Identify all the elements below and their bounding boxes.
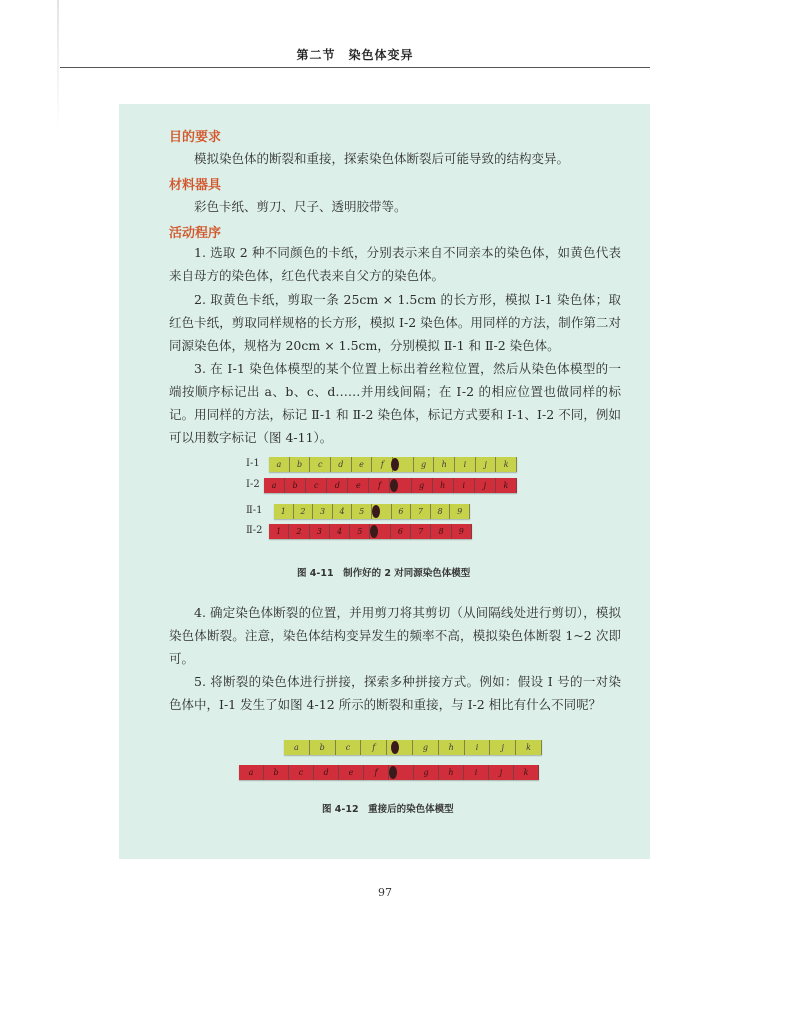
- step-5: 5. 将断裂的染色体进行拼接，探索多种拼接方式。例如：假设 Ⅰ 号的一对染色体中，Ⅰ-1 发生了如图 4-12 所示的断裂和重接，与 Ⅰ-2 相比有什么不同呢？: [169, 674, 621, 712]
- running-header: 第二节 染色体变异: [296, 48, 414, 62]
- gene-cell: h: [433, 478, 454, 493]
- header-rule: [60, 67, 650, 68]
- gene-cell: g: [414, 765, 439, 780]
- figure-4-11-caption: 图 4-11 制作好的 2 对同源染色体模型: [297, 568, 471, 579]
- gene-cell: 6: [392, 504, 412, 519]
- gene-cell: c: [336, 740, 362, 755]
- gene-cell: k: [516, 740, 542, 755]
- step-2: 2. 取黄色卡纸，剪取一条 25cm × 1.5cm 的长方形，模拟 Ⅰ-1 染色体；取红色卡纸，剪取同样规格的长方形，模拟 Ⅰ-2 染色体。用同样的方法，制作第二对同源染色体，规格为 20cm × 1.5cm，分别模拟 Ⅱ-1 和 Ⅱ-2 染色体。: [169, 292, 621, 353]
- chromosome-strip-II-2: [269, 524, 472, 539]
- centromere-dot: [391, 458, 399, 471]
- gene-cell: b: [285, 478, 306, 493]
- gene-cell: f: [364, 765, 389, 780]
- gene-cell: i: [455, 457, 476, 472]
- gene-cell: b: [290, 457, 311, 472]
- gene-cell: 8: [431, 524, 451, 539]
- centromere-dot: [391, 741, 399, 754]
- gene-cell: 9: [452, 524, 472, 539]
- gene-cell: g: [413, 740, 439, 755]
- gene-cell: i: [464, 765, 489, 780]
- chromosome-strip-II-1: [274, 504, 470, 519]
- gene-cell: 7: [411, 524, 431, 539]
- gene-cell: 3: [310, 524, 330, 539]
- gene-cell: e: [348, 478, 369, 493]
- gene-cell: 2: [294, 504, 314, 519]
- gene-cell: f: [372, 457, 393, 472]
- gene-cell: 1: [269, 524, 289, 539]
- gene-cell: 5: [350, 524, 370, 539]
- gene-cell: 8: [431, 504, 451, 519]
- chromosome-I-2: [239, 765, 539, 780]
- rejoined-chromosome-I-1: [284, 740, 542, 755]
- gene-cell: 5: [352, 504, 372, 519]
- gene-cell: 1: [274, 504, 294, 519]
- figure-4-12-caption: 图 4-12 重接后的染色体模型: [322, 804, 454, 815]
- page-spine-shadow: [57, 0, 59, 130]
- gene-cell: d: [327, 478, 348, 493]
- gene-cell: k: [514, 765, 539, 780]
- gene-cell: e: [352, 457, 373, 472]
- procedure-heading: 活动程序: [169, 226, 222, 241]
- row-label-I-1: Ⅰ-1: [246, 458, 260, 469]
- gene-cell: f: [361, 740, 387, 755]
- centromere-dot: [389, 766, 397, 779]
- row-label-II-2: Ⅱ-2: [246, 525, 263, 536]
- purpose-text: 模拟染色体的断裂和重接，探索染色体断裂后可能导致的结构变异。: [194, 151, 570, 166]
- materials-heading: 材料器具: [169, 178, 222, 193]
- gene-cell: a: [284, 740, 310, 755]
- gene-cell: 4: [333, 504, 353, 519]
- gene-cell: 7: [411, 504, 431, 519]
- gene-cell: j: [475, 478, 496, 493]
- gene-cell: i: [465, 740, 491, 755]
- gene-cell: d: [314, 765, 339, 780]
- gene-cell: a: [269, 457, 290, 472]
- centromere-dot: [390, 479, 398, 492]
- step-4: 4. 确定染色体断裂的位置，并用剪刀将其剪切（从间隔线处进行剪切），模拟染色体断裂。注意，染色体结构变异发生的频率不高，模拟染色体断裂 1~2 次即可。: [169, 605, 621, 666]
- gene-cell: c: [306, 478, 327, 493]
- gene-cell: a: [239, 765, 264, 780]
- gene-cell: 2: [289, 524, 309, 539]
- centromere-dot: [372, 505, 380, 518]
- gene-cell: i: [454, 478, 475, 493]
- gene-cell: g: [414, 457, 435, 472]
- chromosome-strip-I-2: [264, 478, 517, 493]
- gene-cell: h: [439, 765, 464, 780]
- gene-cell: e: [339, 765, 364, 780]
- centromere-dot: [370, 525, 378, 538]
- step-3: 3. 在 Ⅰ-1 染色体模型的某个位置上标出着丝粒位置，然后从染色体模型的一端按顺序标记出 a、b、c、d……并用线间隔；在 Ⅰ-2 的相应位置也做同样的标记。用同样的方法，标记 Ⅱ-1 和 Ⅱ-2 染色体，标记方式要和 Ⅰ-1、Ⅰ-2 不同，例如可以用数字标记（图 4-11）。: [169, 361, 621, 445]
- materials-text: 彩色卡纸、剪刀、尺子、透明胶带等。: [194, 199, 407, 214]
- gene-cell: b: [310, 740, 336, 755]
- gene-cell: 6: [391, 524, 411, 539]
- gene-cell: j: [476, 457, 497, 472]
- gene-cell: k: [496, 457, 517, 472]
- activity-panel: [119, 104, 650, 859]
- page-number: 97: [378, 886, 392, 899]
- gene-cell: c: [289, 765, 314, 780]
- gene-cell: 3: [313, 504, 333, 519]
- gene-cell: j: [490, 740, 516, 755]
- purpose-heading: 目的要求: [169, 130, 222, 145]
- gene-cell: h: [434, 457, 455, 472]
- gene-cell: g: [412, 478, 433, 493]
- chromosome-strip-I-1: [269, 457, 517, 472]
- gene-cell: c: [310, 457, 331, 472]
- gene-cell: f: [369, 478, 390, 493]
- gene-cell: 9: [450, 504, 470, 519]
- gene-cell: a: [264, 478, 285, 493]
- gene-cell: j: [489, 765, 514, 780]
- gene-cell: b: [264, 765, 289, 780]
- row-label-II-1: Ⅱ-1: [246, 505, 263, 516]
- gene-cell: h: [439, 740, 465, 755]
- step-1: 1. 选取 2 种不同颜色的卡纸，分别表示来自不同亲本的染色体，如黄色代表来自母方的染色体，红色代表来自父方的染色体。: [169, 245, 621, 283]
- gene-cell: k: [496, 478, 517, 493]
- gene-cell: d: [331, 457, 352, 472]
- gene-cell: 4: [330, 524, 350, 539]
- row-label-I-2: Ⅰ-2: [246, 479, 260, 490]
